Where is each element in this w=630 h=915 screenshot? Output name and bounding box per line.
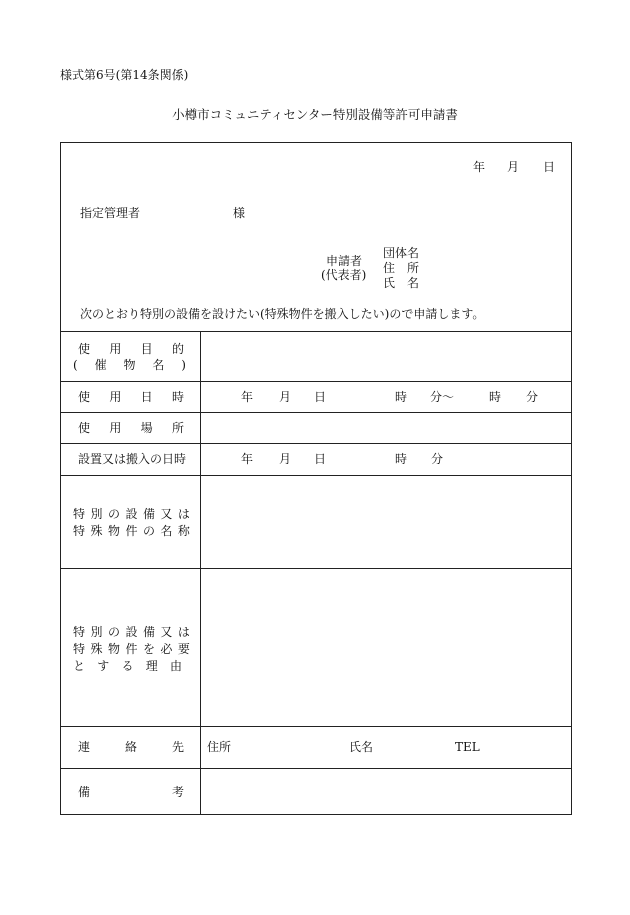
usage-minute-start: 分〜: [430, 390, 455, 404]
reason-label: 特 別 の 設 備 又 は 特 殊 物 件 を 必 要 と す る 理 由: [73, 625, 190, 673]
purpose-label: 使 用 目 的 ( 催 物 名 ): [73, 342, 186, 372]
contact-tel: TEL: [455, 740, 480, 754]
row-divider: [61, 475, 571, 476]
install-datetime-label: 設置又は搬入の日時: [78, 452, 187, 466]
usage-month: 月: [279, 390, 292, 404]
row-divider: [61, 443, 571, 444]
form-title: 小樽市コミュニティセンター特別設備等許可申請書: [172, 107, 458, 122]
date-month: 月: [507, 160, 520, 174]
equipment-name-label: 特 別 の 設 備 又 は 特 殊 物 件 の 名 称: [73, 507, 190, 538]
usage-datetime-label: 使 用 日 時: [78, 390, 184, 404]
row-divider: [61, 331, 571, 332]
usage-place-label: 使 用 場 所: [78, 421, 184, 435]
row-divider: [61, 726, 571, 727]
applicant-field-name: 氏 名: [383, 276, 420, 290]
usage-day: 日: [314, 390, 327, 404]
applicant-label-sub: (代表者): [321, 268, 367, 282]
usage-hour-start: 時: [395, 390, 408, 404]
applicant-label: 申請者: [326, 254, 363, 268]
row-divider: [61, 768, 571, 769]
application-form: [60, 142, 572, 815]
date-year: 年: [473, 160, 486, 174]
row-divider: [61, 568, 571, 569]
contact-label: 連 絡 先: [78, 740, 184, 754]
usage-minute-end: 分: [526, 390, 539, 404]
addressee-label: 指定管理者: [80, 206, 141, 220]
row-divider: [61, 381, 571, 382]
usage-year: 年: [241, 390, 254, 404]
addressee-suffix: 様: [233, 206, 246, 220]
install-hour: 時: [395, 452, 408, 466]
install-month: 月: [279, 452, 292, 466]
usage-hour-end: 時: [489, 390, 502, 404]
install-day: 日: [314, 452, 327, 466]
row-divider: [61, 412, 571, 413]
applicant-field-address: 住 所: [383, 261, 420, 275]
install-year: 年: [241, 452, 254, 466]
install-minute: 分: [431, 452, 444, 466]
column-divider: [200, 331, 201, 814]
form-number: 様式第6号(第14条関係): [60, 68, 189, 82]
applicant-field-group: 団体名: [383, 246, 420, 260]
date-day: 日: [543, 160, 556, 174]
contact-address: 住所: [207, 740, 232, 754]
remarks-label: 備 考: [78, 785, 184, 799]
contact-name: 氏名: [349, 740, 374, 754]
statement: 次のとおり特別の設備を設けたい(特殊物件を搬入したい)ので申請します。: [80, 307, 485, 321]
